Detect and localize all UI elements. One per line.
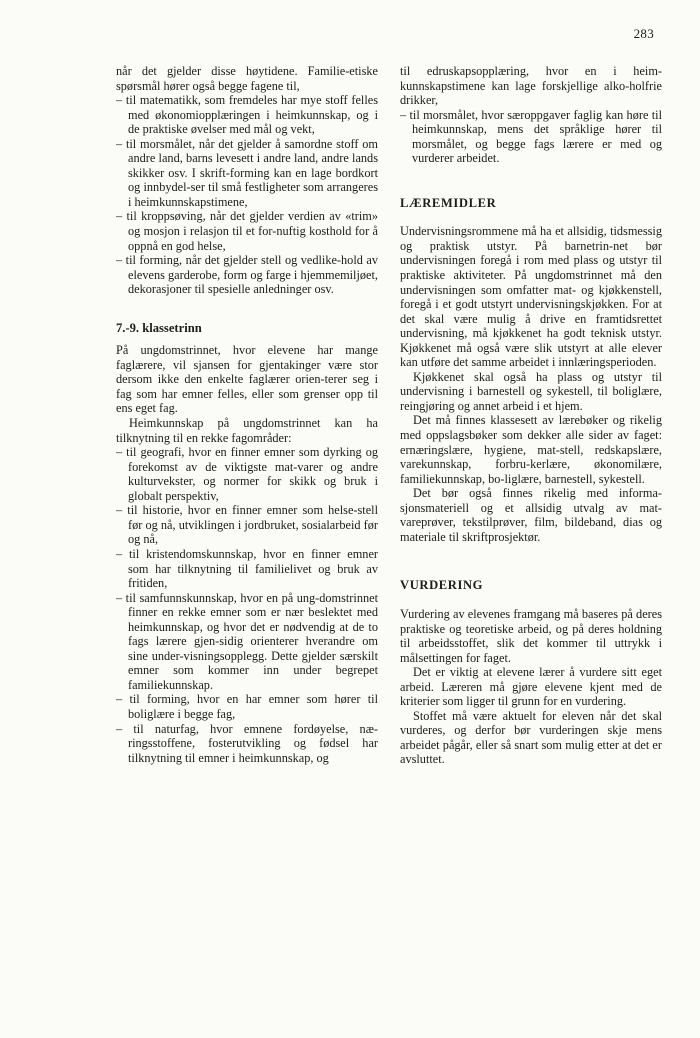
list-item: – til matematikk, som fremdeles har mye stoff felles med økonomiopplæringen i heimkunnskap, og i de praktiske øvelser med mål og vekt, (116, 93, 378, 137)
list-item: – til kristendomskunnskap, hvor en finner emner som har tilknytning til familielivet og bruk av fritiden, (116, 546, 378, 591)
left-intro (116, 64, 378, 297)
vurdering-body (400, 607, 662, 767)
left-column (116, 64, 378, 765)
paragraph: Det bør også finnes rikelig med informa-sjonsmateriell og et allsidig utvalg av mat-vareprøver, tekstilprøver, film, bildeband, dias og materiale til skriftprosjektør. (400, 486, 662, 544)
laeremidler-heading: LÆREMIDLER (400, 195, 497, 210)
section-body (116, 343, 378, 765)
list-item: – til kroppsøving, når det gjelder verdien av «trim» og mosjon i relasjon til et for-nuftig kosthold for å oppnå en god helse, (116, 209, 378, 253)
paragraph: Det er viktig at elevene lærer å vurdere sitt eget arbeid. Læreren må gjøre elevene kjent med de kriterier som ligger til grunn for en vurdering. (400, 665, 662, 709)
list-item: – til forming, hvor en har emner som hører til boliglære i begge fag, (116, 692, 378, 721)
list-item: – til historie, hvor en finner emner som helse-stell før og nå, utviklingen i jordbruket, sosialarbeid før og nå, (116, 503, 378, 547)
right-intro (400, 64, 662, 166)
page-number: 283 (633, 26, 654, 41)
list-item: – til forming, når det gjelder stell og vedlike-hold av elevens garderobe, form og farge i hjemmemiljøet, dekorasjoner til spesielle anledninger osv. (116, 253, 378, 297)
paragraph: Vurdering av elevenes framgang må baseres på deres praktiske og teoretiske arbeid, og på deres holdning til arbeidsstoffet, slik det kommer til uttrykk i målsettingen for faget. (400, 606, 662, 665)
laeremidler-body (400, 224, 662, 544)
list-item: – til morsmålet, når det gjelder å samordne stoff om andre land, barns levesett i andre land, andre lands skikker osv. I skrift-forming kan en lage bordkort og innbydel-ser til små festligheter som arrangeres i heimkunnskapstimene, (116, 136, 378, 209)
paragraph: til edruskapsopplæring, hvor en i heim-kunnskapstimene kan lage forskjellige alko-holfrie drikker, (400, 64, 662, 108)
paragraph: når det gjelder disse høytidene. Familie-etiske spørsmål hører også begge fagene til, (116, 64, 378, 93)
paragraph: På ungdomstrinnet, hvor elevene har mange faglærere, vil sjansen for gjentakinger være stor dersom ikke den enkelte faglærer orien-terer seg i fag som har emner felles, eller som grenser opp til ens eget fag. (116, 343, 378, 416)
paragraph: Stoffet må være aktuelt for eleven når det skal vurderes, og derfor bør vurderingen skje mens arbeidet pågår, eller så snart som mulig etter at det er avsluttet. (400, 708, 662, 767)
list-item: – til morsmålet, hvor særoppgaver faglig kan høre til heimkunnskap, mens det språklige hører til morsmålet, og begge fags lærere er med og vurderer arbeidet. (400, 107, 662, 166)
paragraph: Undervisningsrommene må ha et allsidig, tidsmessig og praktisk utstyr. På barnetrin-net bør undervisningen foregå i rom med plass og utstyr til praktiske aktiviteter. På ungdomstrinnet må den undervisningen som omfatter mat- og kjøkkenstell, foregå i et godt utstyrt undervisningskjøkken. For at det skal være mulig å drive en framtidsrettet undervisning, må kjøkkenet ha godt teknisk utstyr. Kjøkkenet må også være slik utstyrt at alle elever kan utføre det samme arbeidet i innlæringsperioden. (400, 224, 662, 370)
section-heading: 7.-9. klassetrinn (116, 320, 202, 335)
list-item: – til geografi, hvor en finner emner som dyrking og forekomst av de viktigste mat-varer og andre kulturvekster, og normer for skikk og bruk i globalt perspektiv, (116, 445, 378, 503)
paragraph: Heimkunnskap på ungdomstrinnet kan ha tilknytning til en rekke fagområder: (116, 416, 378, 445)
vurdering-heading: VURDERING (400, 578, 484, 593)
paragraph: Det må finnes klassesett av lærebøker og rikelig med oppslagsbøker som dekker alle sider av faget: ernæringslære, hygiene, mat-stell, redskapslære, varekunnskap, forbru-kerlære, økonomilære, familiekunnskap, bo-liglære, barnestell, sykestell. (400, 413, 662, 486)
paragraph: Kjøkkenet skal også ha plass og utstyr til undervisning i barnestell og sykestell, til boliglære, reingjøring og annet arbeid i et hjem. (400, 369, 662, 413)
list-item: – til naturfag, hvor emnene fordøyelse, næ-ringsstoffene, fosterutvikling og fødsel har tilknytning til emner i heimkunnskap, og (116, 721, 378, 765)
right-column (400, 64, 662, 767)
list-item: – til samfunnskunnskap, hvor en på ung-domstrinnet finner en rekke emner som er nær beslektet med heimkunnskap, og hvor det er nødvendig at de to fags lærere gjen-sidig orienterer hverandre om sine under-visningsopplegg. Dette gjelder særskilt emner som kommer inn under begrepet familiekunnskap. (116, 590, 378, 692)
